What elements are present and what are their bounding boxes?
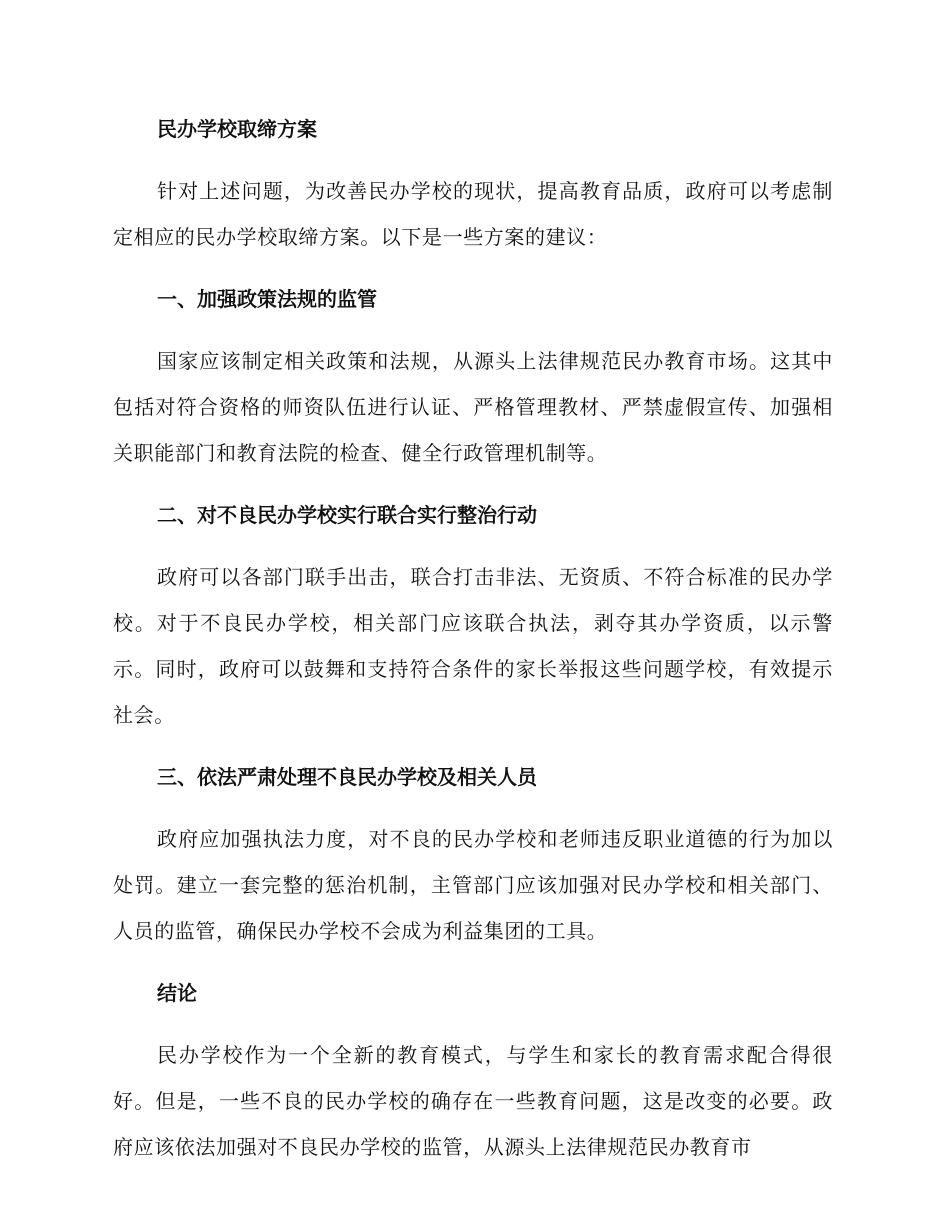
section-1-paragraph: 国家应该制定相关政策和法规，从源头上法律规范民办教育市场。这其中包括对符合资格的师资队伍进行认证、严格管理教材、严禁虚假宣传、加强相关职能部门和教育法院的检查、健全行政管理机制等。: [113, 349, 833, 465]
section-2-paragraph: 政府可以各部门联手出击，联合打击非法、无资质、不符合标准的民办学校。对于不良民办学校，相关部门应该联合执法，剥夺其办学资质，以示警示。同时，政府可以鼓舞和支持符合条件的家长举报这些问题学校，有效提示社会。: [113, 565, 833, 727]
conclusion-heading: 结论: [157, 981, 197, 1005]
section-3-paragraph: 政府应加强执法力度，对不良的民办学校和老师违反职业道德的行为加以处罚。建立一套完整的惩治机制，主管部门应该加强对民办学校和相关部门、人员的监管，确保民办学校不会成为利益集团的工具。: [113, 827, 833, 943]
document-title: 民办学校取缔方案: [157, 117, 317, 141]
document-body: [113, 110, 833, 1170]
conclusion-paragraph: 民办学校作为一个全新的教育模式，与学生和家长的教育需求配合得很好。但是，一些不良的民办学校的确存在一些教育问题，这是改变的必要。政府应该依法加强对不良民办学校的监管，从源头上法律规范民办教育市: [113, 1043, 833, 1159]
section-1-heading: 一、加强政策法规的监管: [157, 287, 377, 311]
section-2-heading: 二、对不良民办学校实行联合实行整治行动: [157, 503, 537, 527]
intro-paragraph: 针对上述问题，为改善民办学校的现状，提高教育品质，政府可以考虑制定相应的民办学校取缔方案。以下是一些方案的建议：: [113, 179, 833, 249]
section-3-heading: 三、依法严肃处理不良民办学校及相关人员: [157, 765, 537, 789]
